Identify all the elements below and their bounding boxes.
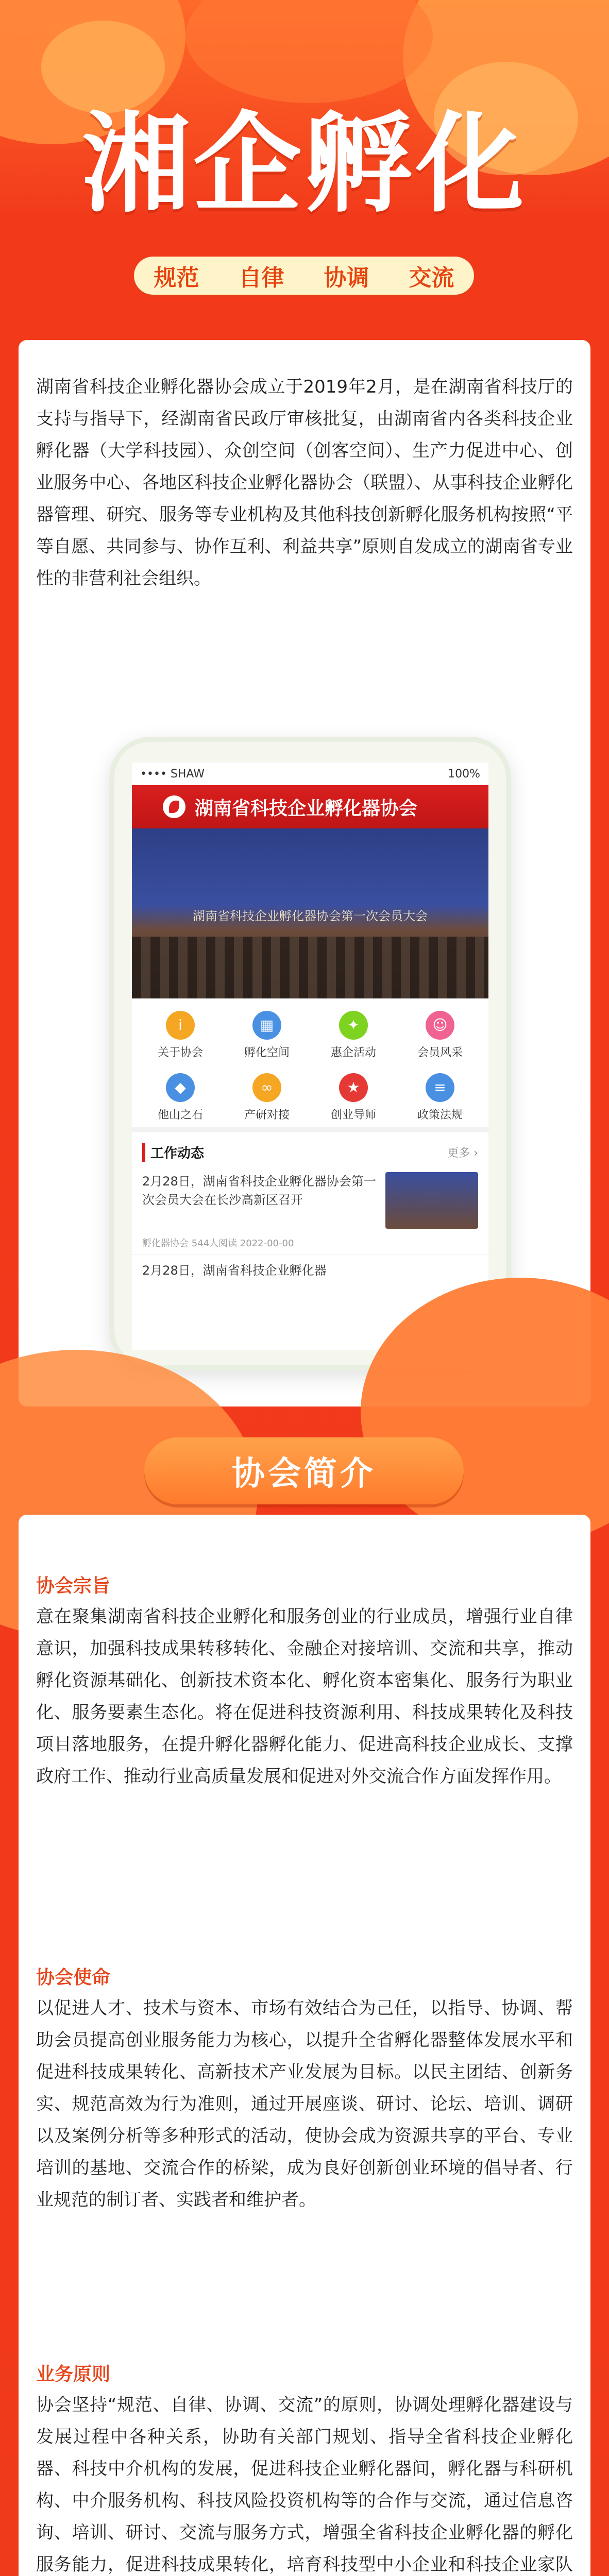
stone-icon: ◆	[166, 1073, 195, 1102]
news-item-text: 2月28日，湖南省科技企业孵化器协会第一次会员大会在长沙高新区召开	[142, 1174, 376, 1207]
mission-heading: 协会使命	[36, 1967, 111, 1988]
menu-item-policy[interactable]	[397, 1073, 483, 1122]
news-item[interactable]: 2月28日，湖南省科技企业孵化器	[132, 1255, 488, 1283]
doc-icon: ≡	[426, 1073, 454, 1102]
menu-item-label: 孵化空间	[244, 1046, 290, 1059]
carrier-text: •••• SHAW	[140, 767, 205, 781]
hero-banner	[0, 0, 609, 361]
slogan-item: 自律	[239, 265, 284, 291]
app-logo-icon	[163, 795, 185, 818]
news-more-link[interactable]: 更多 ›	[447, 1147, 478, 1160]
menu-item-members[interactable]	[397, 1011, 483, 1060]
mentor-icon: ★	[339, 1073, 368, 1102]
slogan-pill	[134, 257, 474, 295]
menu-item-label: 惠企活动	[330, 1046, 376, 1059]
purpose-text: 意在聚集湖南省科技企业孵化和服务创业的行业成员，增强行业自律意识，加强科技成果转移转化、金融企对接培训、交流和共享，推动孵化资源基础化、创新技术资本化、孵化资本密集化、服务行为职业化、服务要素生态化。将在促进科技资源利用、科技成果转化及科技项目落地服务，在提升孵化器孵化能力、促进高科技企业成长、支撑政府工作、推动行业高质量发展和促进对外交流合作方面发挥作用。	[36, 1606, 573, 1787]
menu-item-activity[interactable]	[310, 1011, 397, 1060]
news-meta: 孵化器协会 544人阅读 2022-00-00	[142, 1238, 294, 1249]
content-card	[19, 1515, 590, 2576]
slogan-item: 协调	[324, 265, 369, 291]
intro-text: 湖南省科技企业孵化器协会成立于2019年2月，是在湖南省科技厅的支持与指导下，经湖南省民政厅审核批复，由湖南省内各类科技企业孵化器（大学科技园）、众创空间（创客空间）、生产力促进中心、创业服务中心、各地区科技企业孵化器协会（联盟）、从事科技企业孵化器管理、研究、服务等专业机构及其他科技创新孵化服务机构按照“平等自愿、共同参与、协作互利、利益共享”原则自发成立的湖南省专业性的非营利社会组织。	[36, 377, 573, 589]
news-item[interactable]	[132, 1165, 488, 1236]
link-icon: ∞	[252, 1073, 281, 1102]
menu-item-label: 他山之石	[157, 1109, 203, 1122]
slogan-item: 交流	[409, 265, 454, 291]
building-icon: ▦	[252, 1011, 281, 1040]
menu-item-label: 关于协会	[157, 1046, 203, 1059]
phone-mockup	[109, 737, 511, 1370]
purpose-block	[36, 1571, 573, 1792]
principles-heading: 业务原则	[36, 2364, 111, 2385]
section-title-pill	[144, 1437, 464, 1504]
section-title: 协会简介	[232, 1455, 376, 1493]
menu-item-stone[interactable]	[137, 1073, 224, 1122]
menu-item-label: 会员风采	[417, 1046, 463, 1059]
intro-card	[19, 340, 590, 1406]
status-bar	[132, 762, 488, 785]
info-icon: i	[166, 1011, 195, 1040]
menu-item-label: 产研对接	[244, 1109, 290, 1122]
icon-grid	[132, 998, 488, 1127]
news-title: 工作动态	[142, 1143, 204, 1162]
mission-text: 以促进人才、技术与资本、市场有效结合为己任，以指导、协调、帮助会员提高创业服务能力为核心，以提升全省孵化器整体发展水平和促进科技成果转化、高新技术产业发展为目标。以民主团结、创新务实、规范高效为行为准则，通过开展座谈、研讨、论坛、培训、调研以及案例分析等多种形式的活动，使协会成为资源共享的平台、专业培训的基地、交流合作的桥梁，成为良好创新创业环境的倡导者、行业规范的制订者、实践者和维护者。	[36, 1998, 573, 2210]
app-header	[132, 785, 488, 828]
gift-icon: ✦	[339, 1011, 368, 1040]
principles-block	[36, 2360, 573, 2576]
news-header	[132, 1127, 488, 1165]
news-thumbnail	[385, 1172, 478, 1229]
phone-screen	[132, 762, 488, 1350]
people-icon: ☺	[426, 1011, 454, 1040]
menu-item-mentor[interactable]	[310, 1073, 397, 1122]
banner-caption: 湖南省科技企业孵化器协会第一次会员大会	[193, 909, 428, 923]
mission-block	[36, 1963, 573, 2216]
menu-item-about[interactable]	[137, 1011, 224, 1060]
banner-crowd	[132, 937, 488, 998]
battery-text: 100%	[448, 767, 480, 781]
app-title: 湖南省科技企业孵化器协会	[195, 798, 418, 819]
menu-item-label: 政策法规	[417, 1109, 463, 1122]
menu-item-label: 创业导师	[330, 1109, 376, 1122]
slogan-item: 规范	[154, 265, 199, 291]
hero-title: 湘企孵化	[81, 101, 527, 227]
purpose-heading: 协会宗旨	[36, 1575, 111, 1597]
principles-text: 协会坚持“规范、自律、协调、交流”的原则，协调处理孵化器建设与发展过程中各种关系，协助有关部门规划、指导全省科技企业孵化器、科技中介机构的发展，促进科技企业孵化器间，孵化器与科研机构、中介服务机构、科技风险投资机构等的合作与交流，通过信息咨询、培训、研讨、交流与服务方式，增强全省科技企业孵化器的孵化服务能力，促进科技成果转化，培育科技型中小企业和科技企业家队	[36, 2395, 573, 2575]
menu-item-link[interactable]	[224, 1073, 310, 1122]
menu-item-space[interactable]	[224, 1011, 310, 1060]
banner-photo[interactable]	[132, 828, 488, 998]
